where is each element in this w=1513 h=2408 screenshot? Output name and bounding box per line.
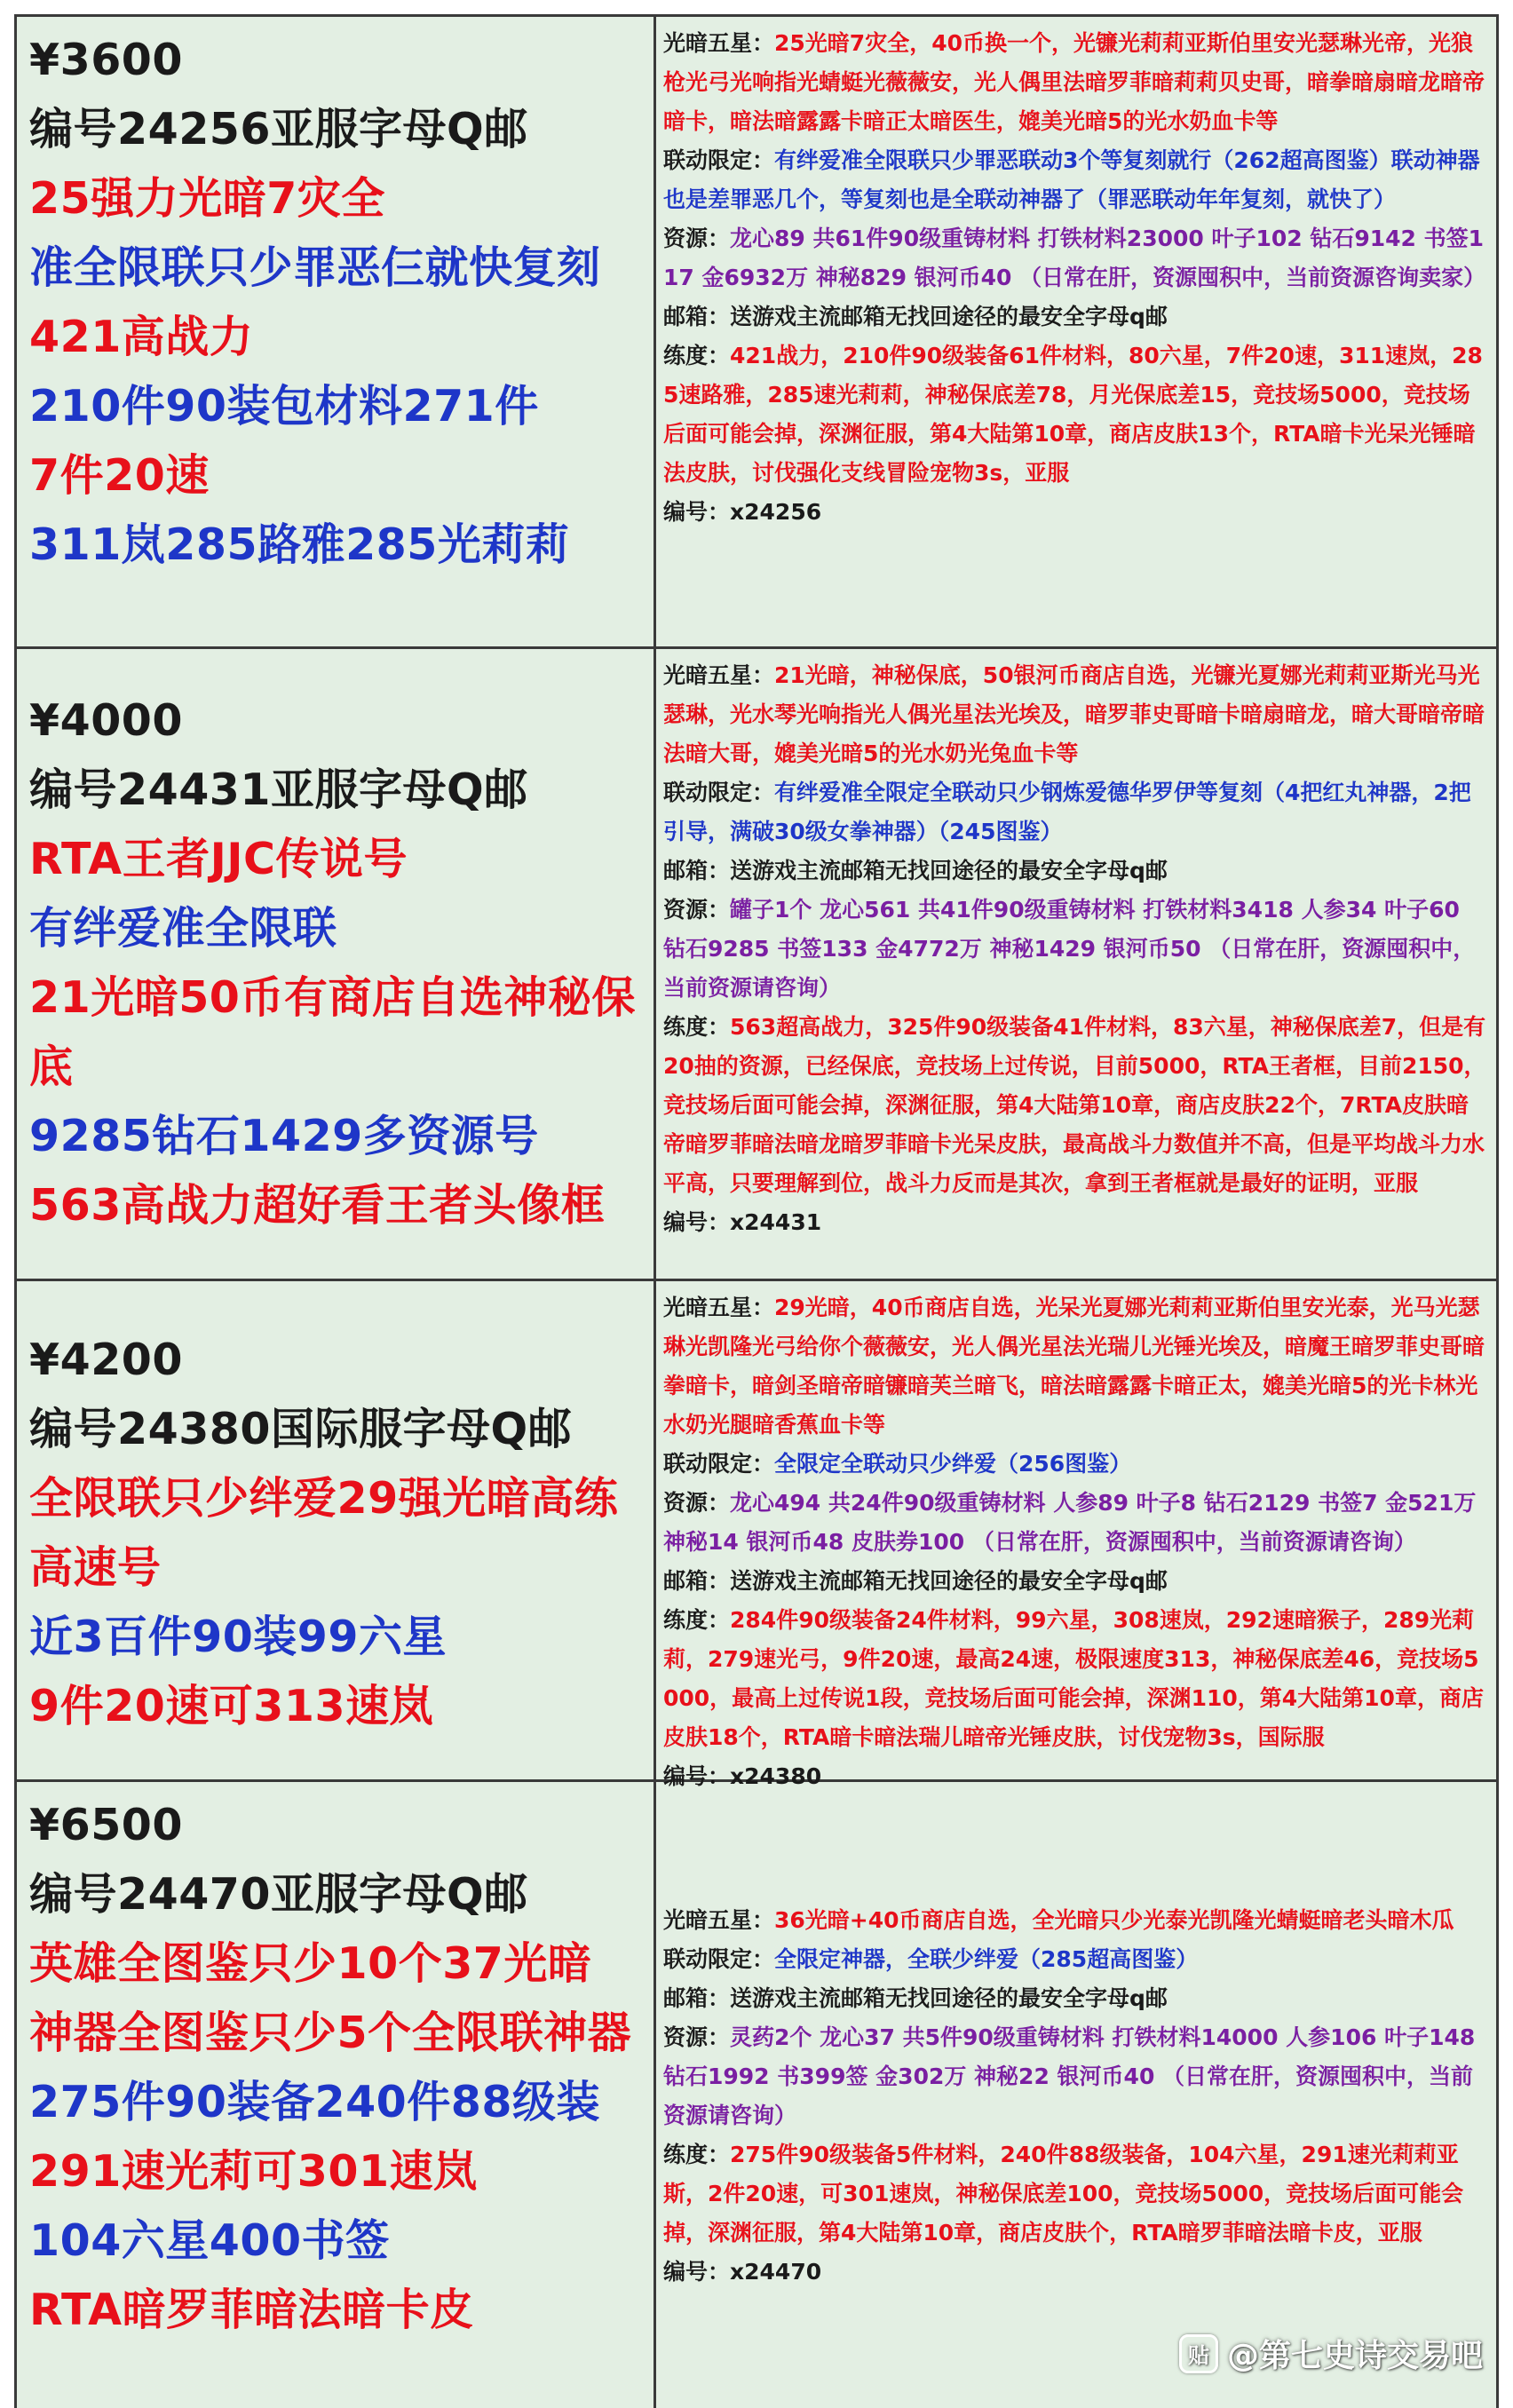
- detail-text: 36光暗+40币商店自选，全光暗只少光泰光凯隆光蜻蜓暗老头暗木瓜: [774, 1907, 1454, 1933]
- detail-label: 光暗五星：: [663, 30, 775, 56]
- detail-text: 龙心89 共61件90级重铸材料 打铁材料23000 叶子102 钻石9142 书签117 金6932万 神秘829 银河币40 （日常在肝，资源囤积中，当前资源咨询卖家）: [663, 226, 1486, 290]
- detail-line: [663, 337, 1487, 493]
- summary-line: 311岚285路雅285光莉莉: [29, 519, 570, 570]
- forum-watermark: [1179, 2331, 1483, 2376]
- summary-line: 编号24431亚服字母Q邮: [29, 764, 528, 815]
- tieba-logo-icon: 贴: [1179, 2334, 1218, 2373]
- detail-text: 罐子1个 龙心561 共41件90级重铸材料 打铁材料3418 人参34 叶子60 钻石9285 书签133 金4772万 神秘1429 银河币50 （日常在肝，资源囤积中，当前资源请咨询）: [663, 897, 1476, 1001]
- summary-line: 563高战力超好看王者头像框: [29, 1180, 606, 1231]
- detail-label: 编号：: [663, 1763, 731, 1789]
- detail-line: [663, 852, 1487, 891]
- detail-text: 284件90级装备24件材料，99六星，308速岚，292速暗猴子，289光莉莉，279速光弓，9件20速，最高24速，极限速度313，神秘保底差46，竞技场5000，最高上过传说1段，竞技场后面可能会掉，深渊110，第4大陆第10章，商店皮肤18个，RTA暗卡暗法瑞儿暗帝光锤皮肤，讨伐宠物3s，国际服: [663, 1607, 1484, 1750]
- summary-line: 编号24470亚服字母Q邮: [29, 1869, 528, 1920]
- detail-label: 练度：: [663, 1014, 731, 1040]
- listing-table: [14, 14, 1499, 2408]
- summary-line: 编号24380国际服字母Q邮: [29, 1404, 573, 1454]
- summary-line: RTA暗罗菲暗法暗卡皮: [29, 2285, 474, 2335]
- detail-label: 资源：: [663, 226, 731, 251]
- listing-summary: [17, 1281, 656, 1779]
- detail-line: [663, 1901, 1487, 1940]
- detail-line: [663, 773, 1487, 852]
- detail-text: 送游戏主流邮箱无找回途径的最安全字母q邮: [730, 1985, 1168, 2011]
- summary-line: 421高战力: [29, 312, 254, 362]
- detail-text: 送游戏主流邮箱无找回途径的最安全字母q邮: [730, 858, 1168, 883]
- detail-label: 资源：: [663, 897, 731, 923]
- summary-line: 275件90装备240件88级装: [29, 2077, 600, 2127]
- detail-label: 光暗五星：: [663, 1907, 775, 1933]
- summary-line: 9件20速可313速岚: [29, 1681, 434, 1731]
- detail-text: 21光暗，神秘保底，50银河币商店自选，光镰光夏娜光莉莉亚斯光马光瑟琳，光水琴光响指光人偶光星法光埃及，暗罗菲史哥暗卡暗扇暗龙，暗大哥暗帝暗法暗大哥，媲美光暗5的光水奶光兔血卡等: [663, 662, 1485, 766]
- summary-line: 近3百件90装99六星: [29, 1612, 447, 1662]
- detail-label: 资源：: [663, 1490, 731, 1516]
- summary-line: 9285钻石1429多资源号: [29, 1111, 539, 1161]
- summary-line: 291速光莉可301速岚: [29, 2146, 478, 2197]
- summary-line: 编号24256亚服字母Q邮: [29, 104, 528, 154]
- detail-label: 编号：: [663, 1209, 731, 1235]
- watermark-text: @第七史诗交易吧: [1226, 2338, 1483, 2374]
- listing-row: [17, 17, 1496, 649]
- detail-line: [663, 141, 1487, 219]
- listing-summary: [17, 17, 656, 646]
- detail-line: [663, 2253, 1487, 2292]
- listing-price: ¥4000: [29, 695, 183, 746]
- listing-details: [656, 17, 1496, 646]
- listing-price: ¥6500: [29, 1800, 183, 1850]
- detail-line: [663, 24, 1487, 141]
- summary-line: 7件20速: [29, 450, 210, 501]
- listing-summary: [17, 649, 656, 1279]
- detail-text: 送游戏主流邮箱无找回途径的最安全字母q邮: [730, 304, 1168, 329]
- detail-label: 练度：: [663, 343, 731, 368]
- listing-price: ¥4200: [29, 1335, 183, 1385]
- detail-text: x24380: [730, 1763, 822, 1789]
- detail-line: [663, 891, 1487, 1008]
- listing-details: [656, 649, 1496, 1279]
- detail-text: 有绊爱准全限联只少罪恶联动3个等复刻就行（262超高图鉴）联动神器也是差罪恶几个，等复刻也是全联动神器了（罪恶联动年年复刻，就快了）: [663, 147, 1480, 212]
- detail-text: 421战力，210件90级装备61件材料，80六星，7件20速，311速岚，285速路雅，285速光莉莉，神秘保底差78，月光保底差15，竞技场5000，竞技场后面可能会掉，深渊征服，第4大陆第10章，商店皮肤13个，RTA暗卡光呆光锤暗法皮肤，讨伐强化支线冒险宠物3s，亚服: [663, 343, 1483, 486]
- detail-line: [663, 2018, 1487, 2135]
- detail-text: x24431: [730, 1209, 822, 1235]
- summary-line: 210件90装包材料271件: [29, 381, 539, 432]
- detail-line: [663, 1979, 1487, 2018]
- detail-label: 练度：: [663, 1607, 731, 1633]
- detail-label: 联动限定：: [663, 1946, 775, 1972]
- detail-label: 光暗五星：: [663, 1295, 775, 1320]
- detail-label: 邮箱：: [663, 304, 731, 329]
- detail-label: 编号：: [663, 499, 731, 525]
- detail-label: 编号：: [663, 2259, 731, 2285]
- detail-label: 练度：: [663, 2142, 731, 2167]
- summary-line: 21光暗50币有商店自选神秘保底: [29, 972, 636, 1092]
- detail-line: [663, 1445, 1487, 1484]
- listing-details: [656, 1281, 1496, 1789]
- detail-text: 563超高战力，325件90级装备41件材料，83六星，神秘保底差7，但是有20抽的资源，已经保底，竞技场上过传说，目前5000，RTA王者框，目前2150，竞技场后面可能会掉，深渊征服，第4大陆第10章，商店皮肤22个，7RTA皮肤暗帝暗罗菲暗法暗龙暗罗菲暗卡光呆皮肤，最高战斗力数值并不高，但是平均战斗力水平高，只要理解到位，战斗力反而是其次，拿到王者框就是最好的证明，亚服: [663, 1014, 1486, 1196]
- detail-line: [663, 493, 1487, 532]
- detail-label: 资源：: [663, 2024, 731, 2050]
- detail-line: [663, 219, 1487, 297]
- detail-text: 275件90级装备5件材料，240件88级装备，104六星，291速光莉莉亚斯，2件20速，可301速岚，神秘保底差100，竞技场5000，竞技场后面可能会掉，深渊征服，第4大陆第10章，商店皮肤个，RTA暗罗菲暗法暗卡皮，亚服: [663, 2142, 1464, 2246]
- detail-text: 25光暗7灾全，40币换一个，光镰光莉莉亚斯伯里安光瑟琳光帝，光狼枪光弓光响指光蜻蜓光薇薇安，光人偶里法暗罗菲暗莉莉贝史哥，暗拳暗扇暗龙暗帝暗卡，暗法暗露露卡暗正太暗医生，媲美光暗5的光水奶血卡等: [663, 30, 1485, 134]
- detail-line: [663, 1203, 1487, 1242]
- listing-summary: [17, 1782, 656, 2408]
- detail-line: [663, 297, 1487, 337]
- listing-row: [17, 1281, 1496, 1789]
- summary-line: 神器全图鉴只少5个全限联神器: [29, 2008, 632, 2058]
- summary-line: 准全限联只少罪恶仨就快复刻: [29, 242, 601, 293]
- detail-line: [663, 1601, 1487, 1757]
- summary-line: 英雄全图鉴只少10个37光暗: [29, 1938, 592, 1989]
- detail-label: 光暗五星：: [663, 662, 775, 688]
- detail-text: 有绊爱准全限定全联动只少钢炼爱德华罗伊等复刻（4把红丸神器，2把引导，满破30级女拳神器）（245图鉴）: [663, 780, 1471, 844]
- detail-text: 龙心494 共24件90级重铸材料 人参89 叶子8 钻石2129 书签7 金521万 神秘14 银河币48 皮肤券100 （日常在肝，资源囤积中，当前资源请咨询）: [663, 1490, 1477, 1555]
- detail-text: 送游戏主流邮箱无找回途径的最安全字母q邮: [730, 1568, 1168, 1594]
- detail-line: [663, 1288, 1487, 1445]
- detail-line: [663, 656, 1487, 773]
- detail-text: 全限定神器，全联少绊爱（285超高图鉴）: [774, 1946, 1199, 1972]
- detail-label: 邮箱：: [663, 858, 731, 883]
- detail-text: x24256: [730, 499, 822, 525]
- detail-label: 联动限定：: [663, 147, 775, 173]
- detail-line: [663, 2135, 1487, 2253]
- detail-text: x24470: [730, 2259, 822, 2285]
- summary-line: 25强力光暗7灾全: [29, 173, 385, 224]
- detail-label: 联动限定：: [663, 1451, 775, 1477]
- detail-line: [663, 1940, 1487, 1979]
- detail-line: [663, 1008, 1487, 1203]
- listing-details: [656, 1782, 1496, 2408]
- detail-label: 邮箱：: [663, 1985, 731, 2011]
- summary-line: RTA王者JJC传说号: [29, 834, 408, 884]
- summary-line: 104六星400书签: [29, 2215, 390, 2266]
- detail-text: 29光暗，40币商店自选，光呆光夏娜光莉莉亚斯伯里安光泰，光马光瑟琳光凯隆光弓给你个薇薇安，光人偶光星法光瑞儿光锤光埃及，暗魔王暗罗菲史哥暗拳暗卡，暗剑圣暗帝暗镰暗芙兰暗飞，暗法暗露露卡暗正太，媲美光暗5的光卡林光水奶光腿暗香蕉血卡等: [663, 1295, 1485, 1438]
- listing-row: [17, 1782, 1496, 2408]
- summary-line: 有绊爱准全限联: [29, 903, 337, 954]
- summary-line: 全限联只少绊爱29强光暗高练高速号: [29, 1473, 619, 1593]
- detail-line: [663, 1484, 1487, 1562]
- detail-line: [663, 1562, 1487, 1601]
- listing-price: ¥3600: [29, 35, 183, 85]
- detail-label: 联动限定：: [663, 780, 775, 805]
- detail-label: 邮箱：: [663, 1568, 731, 1594]
- listing-row: [17, 649, 1496, 1281]
- detail-text: 全限定全联动只少绊爱（256图鉴）: [774, 1451, 1132, 1477]
- detail-text: 灵药2个 龙心37 共5件90级重铸材料 打铁材料14000 人参106 叶子148 钻石1992 书399签 金302万 神秘22 银河币40 （日常在肝，资源囤积中，当前资源请咨询）: [663, 2024, 1476, 2128]
